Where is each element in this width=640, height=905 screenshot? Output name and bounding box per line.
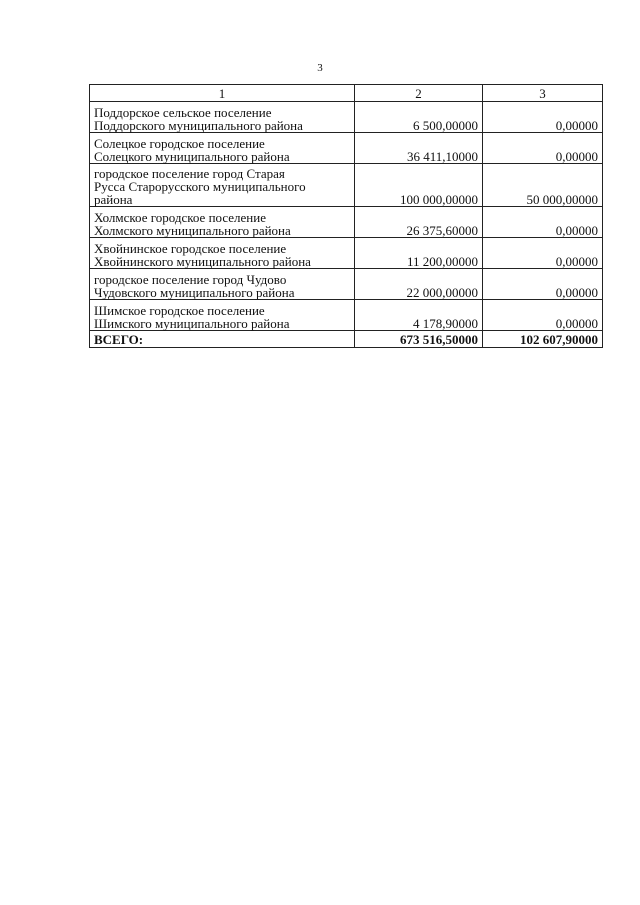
amount-col3: 0,00000 — [483, 269, 603, 300]
table-row — [90, 133, 603, 164]
amount-col2: 6 500,00000 — [355, 102, 483, 133]
amount-col3: 0,00000 — [483, 238, 603, 269]
amount-col2: 22 000,00000 — [355, 269, 483, 300]
settlement-name-line: Хвойнинского муниципального района — [94, 254, 311, 269]
settlement-name-line: Солецкого муниципального района — [94, 149, 290, 164]
table-row — [90, 207, 603, 238]
amount-col2: 100 000,00000 — [355, 164, 483, 207]
amount-col3: 0,00000 — [483, 207, 603, 238]
amount-col2: 4 178,90000 — [355, 300, 483, 331]
table-row — [90, 164, 603, 207]
total-label: ВСЕГО: — [90, 331, 355, 348]
settlement-name — [90, 269, 355, 300]
settlement-name-line: Солецкое городское поселение — [94, 136, 265, 151]
table-header-row — [90, 85, 603, 102]
settlement-name-line: Шимского муниципального района — [94, 316, 290, 331]
settlement-name-line: Холмского муниципального района — [94, 223, 291, 238]
settlement-name-line: городское поселение город Старая — [94, 166, 285, 181]
settlement-name-line: Чудовского муниципального района — [94, 285, 295, 300]
settlement-name-line: Поддорского муниципального района — [94, 118, 303, 133]
settlement-name — [90, 238, 355, 269]
settlement-name-line: Поддорское сельское поселение — [94, 105, 272, 120]
total-col2: 673 516,50000 — [355, 331, 483, 348]
settlement-name — [90, 133, 355, 164]
amount-col2: 36 411,10000 — [355, 133, 483, 164]
settlement-name-line: городское поселение город Чудово — [94, 272, 287, 287]
amount-col2: 26 375,60000 — [355, 207, 483, 238]
settlement-name — [90, 300, 355, 331]
settlement-name — [90, 102, 355, 133]
settlement-name-line: Хвойнинское городское поселение — [94, 241, 287, 256]
column-header: 3 — [483, 85, 603, 102]
settlement-name-line: Русса Старорусского муниципального — [94, 179, 306, 194]
amount-col3: 0,00000 — [483, 102, 603, 133]
settlement-name-line: Холмское городское поселение — [94, 210, 266, 225]
column-header: 2 — [355, 85, 483, 102]
amount-col3: 0,00000 — [483, 133, 603, 164]
amount-col3: 50 000,00000 — [483, 164, 603, 207]
total-row — [90, 331, 603, 348]
table-row — [90, 102, 603, 133]
settlement-name-line: района — [94, 192, 133, 207]
column-header: 1 — [90, 85, 355, 102]
budget-table — [89, 84, 603, 348]
settlement-name-line: Шимское городское поселение — [94, 303, 265, 318]
table-row — [90, 238, 603, 269]
page-number: 3 — [317, 62, 323, 74]
amount-col3: 0,00000 — [483, 300, 603, 331]
table-row — [90, 300, 603, 331]
total-col3: 102 607,90000 — [483, 331, 603, 348]
settlement-name — [90, 207, 355, 238]
table-row — [90, 269, 603, 300]
amount-col2: 11 200,00000 — [355, 238, 483, 269]
settlement-name — [90, 164, 355, 207]
